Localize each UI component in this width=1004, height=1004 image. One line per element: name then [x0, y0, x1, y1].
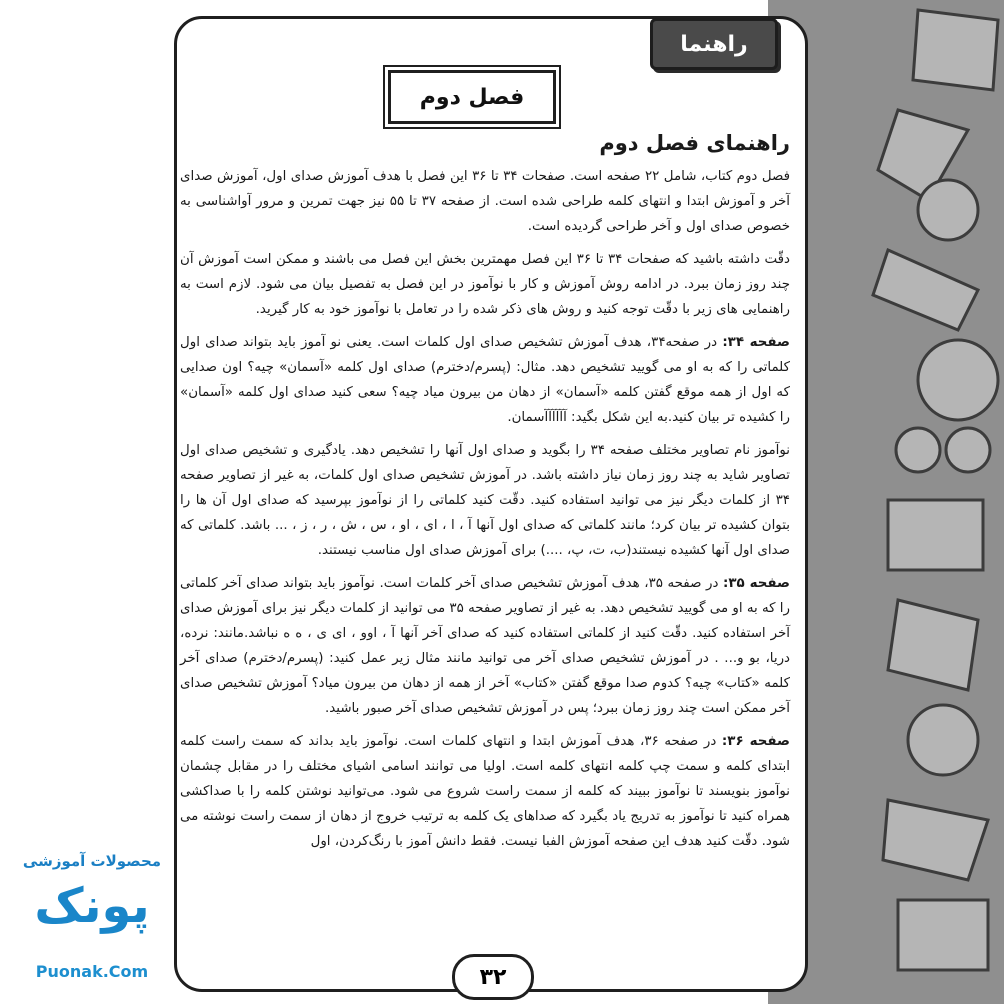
- paragraph: [180, 164, 790, 239]
- paragraph-text: در صفحه۳۴، هدف آموزش تشخیص صدای اول کلمات است. یعنی نو آموز باید بتواند صدای اول کلماتی را که به او می گویید تشخیص دهد. مثال: (پسرم/دخترم) صدای اول کلمه «آسمان» چیه؟ اون صدایی که اول از همه موقع گفتن کلمه «آسمان» از دهان من بیرون میاد چیه؟ سعی کنید صدای اول کلمه «آسمان» را کشیده تر بیان کنید.به این شکل بگید: آآآآآآسمان.: [180, 335, 790, 425]
- notebook-icon: [888, 600, 978, 690]
- paragraph-prefix: صفحه ۳۵:: [722, 576, 790, 591]
- brand-subtitle: محصولات آموزشی: [22, 852, 162, 870]
- ball-icon: [918, 340, 998, 420]
- paragraph-prefix: صفحه ۳۴:: [722, 335, 790, 350]
- paragraph: [180, 729, 790, 854]
- chapter-title: فصل دوم: [388, 70, 556, 124]
- section-heading: راهنمای فصل دوم: [599, 131, 790, 155]
- glasses-left-icon: [896, 428, 940, 472]
- palette-icon: [918, 180, 978, 240]
- glasses-right-icon: [946, 428, 990, 472]
- paragraph-text: دقّت داشته باشید که صفحات ۳۴ تا ۳۶ این فصل مهمترین بخش این فصل می باشند و ممکن است آموزش آن چند روز زمان ببرد. در ادامه روش آموزش و کار با نوآموز در این فصل به تفصیل بیان می شود. لازم است به راهنمایی های زیر با دقّت توجه کنید و روش های ذکر شده را در تعامل با نوآموز خود به کار گیرید.: [180, 252, 791, 317]
- paragraph-text: نوآموز نام تصاویر مختلف صفحه ۳۴ را بگوید و صدای اول آنها را تشخیص دهد. یادگیری و تشخیص صدای اول تصاویر شاید به چند روز زمان نیاز داشته باشد. در آموزش تشخیص صدای اول کلمات، به غیر از تصاویر صفحه ۳۴ از کلمات دیگر نیز می توانید استفاده کنید. دقّت کنید کلماتی را از نوآموز بپرسید که صدای اول آن ها را بتوان کشیده تر بیان کرد؛ مانند کلماتی که صدای اول آنها آ ، ا ، ای ، او ، س ، ش ، ر ، ز ، ... باشد. کلماتی که صدای اول آنها کشیده نیستند(ب، ت، پ، ....) برای آموزش صدای اول مناسب نیستند.: [180, 443, 790, 558]
- paragraph: [180, 571, 790, 721]
- ruler-icon: [873, 250, 978, 330]
- triangle-ruler-icon: [883, 800, 988, 880]
- paragraph-text: در صفحه ۳۶، هدف آموزش ابتدا و انتهای کلمات است. نوآموز باید بداند که سمت راست کلمه ابتدای کلمه و سمت چپ کلمه انتهای کلمه است. اولیا می توانند اسامی اشیای مختلف را در مقابل چشمان نوآموز بنویسند تا نوآموز ببیند که کلمه از سمت راست شروع می شود. می‌توانید نوشتن کلمه را با صداکشی همراه کنید تا نوآموز به تدریج یاد بگیرد که صداهای یک کلمه به ترتیب خروج از دهان از سمت راست نوشته می شود. دقّت کنید هدف این صفحه آموزش الفبا نیست. فقط دانش آموز با رنگ‌کردن، اول: [180, 734, 790, 849]
- paragraph-text: فصل دوم کتاب، شامل ۲۲ صفحه است. صفحات ۳۴ تا ۳۶ این فصل با هدف آموزش صدای اول، آموزش صدای آخر و آموزش ابتدا و انتهای کلمه طراحی شده است. از صفحه ۳۷ تا ۵۵ نیز جهت تمرین و مرور آواشناسی به خصوص صدای اول و آخر طراحی گردیده است.: [180, 169, 790, 234]
- brand-name: پونک: [34, 878, 150, 934]
- globe-icon: [908, 705, 978, 775]
- paragraph: [180, 247, 790, 322]
- book-stack-icon: [898, 900, 988, 970]
- guide-tab: راهنما: [650, 18, 778, 70]
- brand-logo[interactable]: [12, 852, 172, 992]
- brand-url[interactable]: Puonak.Com: [35, 962, 149, 981]
- content-body: [180, 128, 790, 928]
- book-icon: [888, 500, 983, 570]
- open-book-icon: [913, 10, 998, 90]
- paragraph-text: در صفحه ۳۵، هدف آموزش تشخیص صدای آخر کلمات است. نوآموز باید بتواند صدای آخر کلماتی را که به او می گویید تشخیص دهد. به غیر از تصاویر صفحه ۳۵ می توانید از کلمات دیگر نیز برای آموزش صدای آخر استفاده کنید. دقّت کنید از کلماتی استفاده کنید که صدای آخر آنها آ ، اوو ، ای ی ، ه ه نباشد.مانند: نرده، دریا، بو و... . در آموزش تشخیص صدای آخر می توانید مانند مثال زیر عمل کنید: (پسرم/دخترم) صدای آخر کلمه «کتاب» چیه؟ کدوم صدا موقع گفتن «کتاب» آخر از همه از دهان من بیرون میاد؟ آموزش تشخیص صدای آخر ممکن است چند روز زمان ببرد؛ پس در آموزش تشخیص صدای آخر صبور باشید.: [180, 576, 790, 716]
- paragraph-prefix: صفحه ۳۶:: [721, 734, 790, 749]
- paragraph: [180, 438, 790, 563]
- page-number: ۳۲: [452, 954, 534, 1000]
- paragraph: [180, 330, 790, 430]
